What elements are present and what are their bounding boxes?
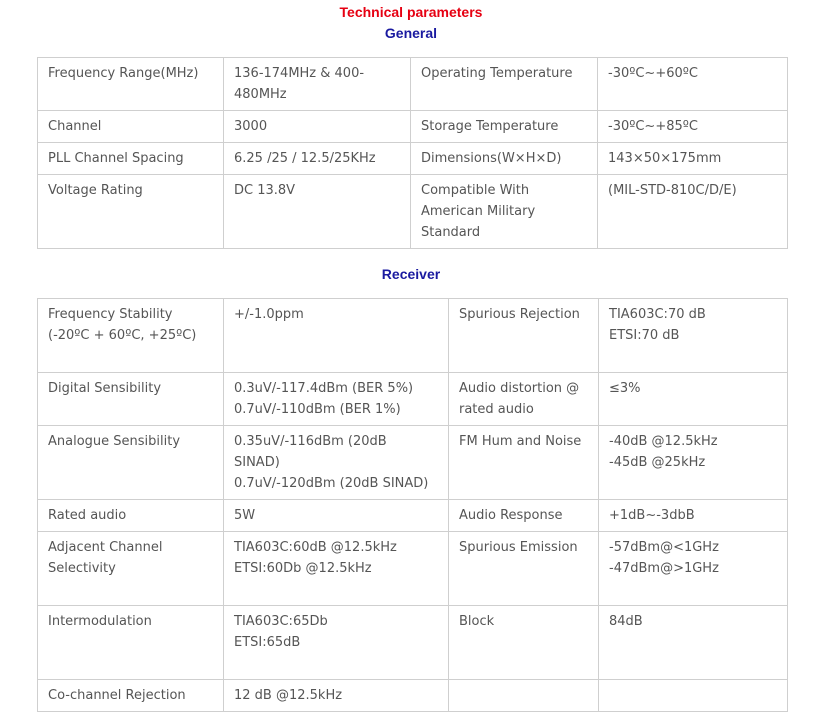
table-row (38, 500, 788, 532)
param-value: TIA603C:65Db ETSI:65dB (224, 606, 449, 680)
param-value: 12 dB @12.5kHz (224, 680, 449, 712)
param-label: Spurious Emission (449, 532, 599, 606)
param-label: Channel (38, 111, 224, 143)
param-label: Voltage Rating (38, 175, 224, 249)
section-heading-general: General (384, 25, 438, 41)
param-label: Intermodulation (38, 606, 224, 680)
param-label: Frequency Range(MHz) (38, 58, 224, 111)
param-value: 143×50×175mm (598, 143, 788, 175)
table-row (38, 111, 788, 143)
table-row (38, 606, 788, 680)
param-value: 136-174MHz & 400- 480MHz (224, 58, 411, 111)
param-label: Audio distortion @ rated audio (449, 373, 599, 426)
param-value: TIA603C:60dB @12.5kHz ETSI:60Db @12.5kHz (224, 532, 449, 606)
receiver-spec-table (37, 298, 788, 712)
param-label: PLL Channel Spacing (38, 143, 224, 175)
param-value: 3000 (224, 111, 411, 143)
table-row (38, 175, 788, 249)
param-label: Spurious Rejection (449, 299, 599, 373)
param-label: Compatible With American Military Standard (411, 175, 598, 249)
param-value: -30ºC~+60ºC (598, 58, 788, 111)
table-row (38, 426, 788, 500)
param-label: Co-channel Rejection (38, 680, 224, 712)
param-label: Block (449, 606, 599, 680)
param-label (449, 680, 599, 712)
param-value: TIA603C:70 dB ETSI:70 dB (599, 299, 788, 373)
param-value: DC 13.8V (224, 175, 411, 249)
param-label: Dimensions(W×H×D) (411, 143, 598, 175)
page-title: Technical parameters (339, 4, 483, 20)
param-label: Storage Temperature (411, 111, 598, 143)
param-label: Frequency Stability (-20ºC + 60ºC, +25ºC) (38, 299, 224, 373)
table-row (38, 143, 788, 175)
param-label: FM Hum and Noise (449, 426, 599, 500)
param-label: Digital Sensibility (38, 373, 224, 426)
param-value: 0.3uV/-117.4dBm (BER 5%) 0.7uV/-110dBm (BER 1%) (224, 373, 449, 426)
param-value: 5W (224, 500, 449, 532)
param-value: 84dB (599, 606, 788, 680)
general-spec-table (37, 57, 788, 249)
table-row (38, 532, 788, 606)
param-value (599, 680, 788, 712)
param-label: Audio Response (449, 500, 599, 532)
param-value: +/-1.0ppm (224, 299, 449, 373)
param-value: +1dB~-3dbB (599, 500, 788, 532)
table-row (38, 680, 788, 712)
param-value: 6.25 /25 / 12.5/25KHz (224, 143, 411, 175)
param-value: (MIL-STD-810C/D/E) (598, 175, 788, 249)
table-row (38, 373, 788, 426)
param-label: Adjacent Channel Selectivity (38, 532, 224, 606)
param-label: Operating Temperature (411, 58, 598, 111)
param-value: ≤3% (599, 373, 788, 426)
param-value: -30ºC~+85ºC (598, 111, 788, 143)
param-value: -40dB @12.5kHz -45dB @25kHz (599, 426, 788, 500)
param-value: -57dBm@<1GHz -47dBm@>1GHz (599, 532, 788, 606)
param-label: Rated audio (38, 500, 224, 532)
section-heading-receiver: Receiver (381, 266, 441, 282)
param-label: Analogue Sensibility (38, 426, 224, 500)
table-row (38, 299, 788, 373)
param-value: 0.35uV/-116dBm (20dB SINAD) 0.7uV/-120dBm (20dB SINAD) (224, 426, 449, 500)
table-row (38, 58, 788, 111)
